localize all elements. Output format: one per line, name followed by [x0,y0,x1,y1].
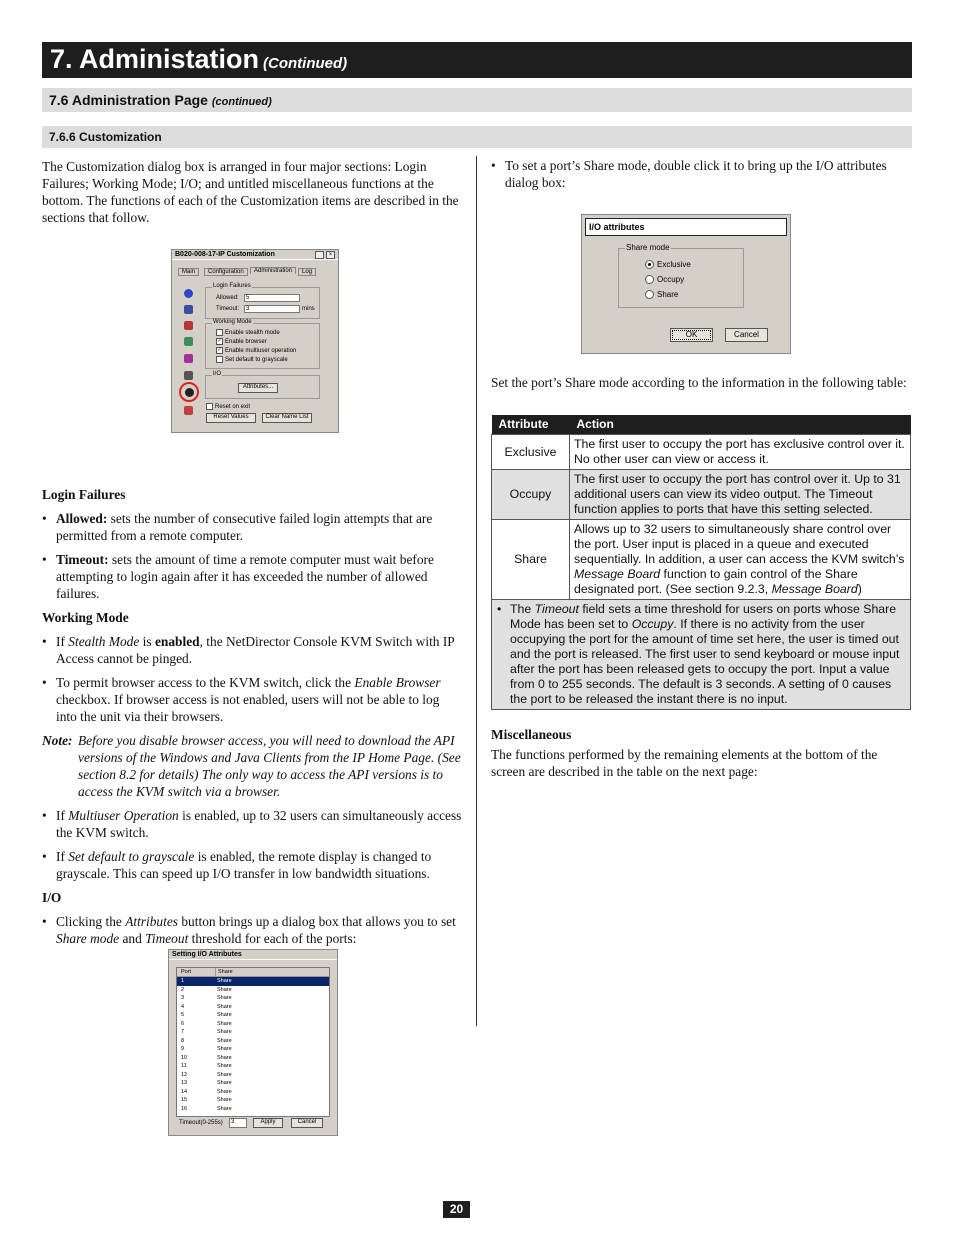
table-header-row [492,415,911,435]
ports-dialog [168,949,338,1136]
cell-attribute: Share [492,520,570,600]
tab-log[interactable]: Log [298,268,316,276]
gear-icon[interactable] [185,388,194,397]
tab-bar [174,267,334,277]
check-grayscale[interactable] [216,356,288,363]
stealth-bold: enabled [154,634,200,649]
ports-list-header [177,968,329,977]
timeout-bullet [42,551,462,602]
port-row[interactable] [177,1079,329,1088]
chapter-title: 7. Administation [50,44,260,74]
checkbox-icon[interactable] [216,329,223,336]
attributes-bullet [42,913,462,947]
cell-action [570,520,911,600]
timeout-input[interactable]: 3 [244,305,300,313]
login-failures-group [205,283,320,319]
stealth-bullet [42,633,462,667]
radio-selected-icon[interactable] [645,260,654,269]
multiuser-bullet [42,807,462,841]
port-number: 5 [181,1012,185,1018]
attr-t3: and [119,931,146,946]
port-row[interactable] [177,1045,329,1054]
port-share-value: Share [217,1097,232,1103]
note-t3: . If there is no activity from the user occupying the port for the amount of time set here, the user is timed out and the port is released. The first user to send keyboard or mouse input after the port has been released gets to occupy the port. Input a value from 0 to 255 seconds. The default is 3 seconds. A setting of 0 causes the port to be released the instant there is no input. [510,617,900,706]
set-share-paragraph: Set the port’s Share mode according to the information in the following table: [491,375,907,390]
working-mode-label: Working Mode [213,319,252,325]
radio-exclusive[interactable] [645,260,691,269]
port-number: 16 [181,1105,188,1112]
apply-button[interactable]: Apply [253,1118,283,1128]
tab-main[interactable]: Main [178,268,199,276]
left-body [42,486,462,947]
port-number: 9 [181,1046,185,1052]
working-mode-heading: Working Mode [42,610,129,625]
port-row[interactable] [177,1028,329,1037]
timeout-label: Timeout: [216,306,240,312]
port-number: 1 [181,978,185,984]
port-row[interactable] [177,977,329,986]
gray-t1: If [56,849,69,864]
tools-icon [184,406,193,415]
port-row[interactable] [177,1105,329,1114]
note-t1: The [510,602,535,616]
info-icon [184,289,193,298]
working-mode-group [205,319,320,369]
port-number: 10 [181,1054,188,1061]
table-row [492,470,911,520]
column-divider [476,156,477,1026]
tab-administration[interactable]: Administration [250,267,296,274]
note-block [42,732,462,800]
io-group [205,371,320,399]
set-share-text [491,374,911,391]
stealth-em: Stealth Mode [68,634,140,649]
computer-icon [184,321,193,330]
port-row[interactable] [177,1071,329,1080]
network-icon [184,337,193,346]
reset-on-exit-label: Reset on exit [215,404,251,411]
table-note: • The Timeout field sets a time threshold for users on ports whose Share Mode has been set to Occupy. If there is no activity from the user occupying the port for the amount of time set here, the user is timed out and the port is released. The first user to send keyboard or mouse input after the port has been released gets to occupy the port. Input a value from 0 to 255 seconds. The default is 3 seconds. A setting of 0 causes the port to be released the instant there is no input. [492,600,911,710]
stealth-t2: is [139,634,155,649]
share-t3: ) [857,582,862,596]
share-bullet: • To set a port’s Share mode, double click it to bring up the I/O attributes dialog box: [491,157,911,191]
section-continued: (continued) [211,96,272,108]
multi-em: Multiuser Operation [68,808,179,823]
section-header [42,88,912,112]
browser-em: Enable Browser [354,675,441,690]
attr-em2: Share mode [56,931,120,946]
col-share[interactable]: Share [215,968,233,976]
timeout-term: Timeout: [56,552,109,567]
attr-t1: Clicking the [56,914,126,929]
io-group-label: I/O [213,371,222,377]
note-label: Note: [42,733,73,748]
user-admin-icon [184,354,193,363]
intro-paragraph: The Customization dialog box is arranged in four major sections: Login Failures; Working Mode; I/O; and untitled miscellaneous functions at the bottom. The functions of each of the Customization items are described in the sections that follow. [42,159,459,225]
share-em2: Message Board [771,582,858,596]
radio-share[interactable] [645,290,678,299]
radio-occupy[interactable] [645,275,684,284]
allowed-term: Allowed: [56,511,108,526]
port-number: 13 [181,1080,188,1086]
radio-exclusive-label: Exclusive [657,260,691,269]
check-stealth[interactable] [216,329,280,336]
radio-share-label: Share [657,290,679,299]
cell-attribute: Exclusive [492,435,570,470]
note-em: Timeout [534,602,579,616]
customization-title: B020-008-17-IP Customization [172,250,338,260]
port-number: 8 [181,1037,185,1044]
attr-em: Attributes [125,914,179,929]
note-em2: Occupy [631,617,674,631]
close-icon[interactable]: × [326,251,335,259]
share-em: Message Board [574,567,661,581]
subsection-header [42,126,912,148]
share-t2: function to gain control of the Share designated port. (See section 9.2.3, [574,567,858,596]
chapter-header [42,42,912,78]
timeout-desc: sets the amount of time a remote computer must wait before attempting to login again after it has exceeded the number of allowed failures. [56,552,434,601]
check-browser[interactable] [216,338,267,345]
ok-button[interactable]: OK [670,328,713,342]
misc-paragraph: The functions performed by the remaining elements at the bottom of the screen are described in the table on the next page: [491,747,878,779]
mins-label: mins [302,306,315,312]
page-number: 20 [443,1201,470,1218]
port-share-value: Share [217,1088,232,1095]
check-multiuser-label: Enable multiuser operation [225,348,297,355]
reset-on-exit-check[interactable] [206,403,250,410]
stealth-t1: If [56,634,69,649]
port-share-value: Share [217,1020,232,1027]
port-row[interactable] [177,1054,329,1063]
login-failures-heading: Login Failures [42,487,126,502]
port-number: 7 [181,1029,185,1035]
ports-list [176,967,330,1117]
multi-t1: If [56,808,69,823]
table-row [492,435,911,470]
col-port[interactable]: Port [181,969,192,975]
browser-t1: To permit browser access to the KVM switch, click the [56,675,355,690]
checkbox-checked-icon[interactable]: ✓ [217,338,222,344]
port-row[interactable] [177,1062,329,1071]
attr-t2: button brings up a dialog box that allows you to set [178,914,456,929]
tab-configuration[interactable]: Configuration [204,268,248,276]
port-number: 14 [181,1088,188,1095]
port-share-value: Share [217,1071,232,1078]
right-top [491,157,911,191]
customization-dialog [171,249,339,433]
port-number: 12 [181,1071,188,1078]
io-cancel-button[interactable]: Cancel [725,328,768,342]
chapter-continued: (Continued) [263,55,348,72]
grayscale-bullet [42,848,462,882]
table-row [492,520,911,600]
clear-name-list-button[interactable]: Clear Name List [262,413,312,423]
misc-heading: Miscellaneous [491,727,572,742]
gray-t2: is enabled, the remote display is changed to grayscale. This can speed up I/O transfer in low bandwidth situations. [56,849,432,881]
table-note-row [492,600,911,710]
port-number: 4 [181,1003,185,1010]
io-attributes-dialog [581,214,791,354]
port-row[interactable] [177,1088,329,1097]
share-mode-table [491,415,911,710]
port-row[interactable] [177,986,329,995]
port-share-value: Share [217,1080,232,1086]
io-attributes-title: I/O attributes [585,218,787,236]
allowed-desc: sets the number of consecutive failed login attempts that are permitted from a remote computer. [56,511,433,543]
note-t2: field sets a time threshold for users on ports whose Share Mode has been set to [510,602,897,631]
port-share-value: Share [217,978,232,984]
ports-dialog-title: Setting I/O Attributes [169,950,337,960]
share-mode-label: Share mode [626,243,670,252]
browser-t2: checkbox. If browser access is not enabled, users will not be able to log into the unit via their browsers. [56,692,440,724]
port-number: 6 [181,1020,185,1027]
subsection-title: 7.6.6 Customization [49,130,162,144]
login-failures-label: Login Failures [213,283,251,289]
port-share-value: Share [217,1003,232,1010]
cell-attribute: Occupy [492,470,570,520]
stealth-t3: , the NetDirector Console KVM Switch with IP Access cannot be pinged. [56,634,455,666]
checkbox-icon[interactable] [216,356,223,363]
radio-occupy-label: Occupy [657,275,685,284]
header-action: Action [570,415,911,435]
allowed-input[interactable]: 5 [244,294,300,302]
allowed-bullet [42,510,462,544]
lock-icon [184,371,193,380]
note-text: Before you disable browser access, you will need to download the API versions of the Windows and Java Clients from the IP Home Page. (See section 8.2 for details) The only way to access the API versions is to access the KVM switch via a browser. [78,733,461,799]
cell-action: The first user to occupy the port has exclusive control over it. No other user can view or access it. [570,435,911,470]
port-share-value: Share [217,986,232,993]
port-row[interactable] [177,1020,329,1029]
port-row[interactable] [177,1096,329,1105]
check-multiuser[interactable] [216,347,296,354]
share-mode-group [618,243,744,308]
port-share-value: Share [217,1012,232,1018]
checkbox-checked-icon[interactable]: ✓ [217,347,222,353]
section-title: 7.6 Administration Page [49,92,208,108]
port-number: 2 [181,986,185,993]
io-heading: I/O [42,890,62,905]
port-share-value: Share [217,1046,232,1052]
reset-values-button[interactable]: Reset Values [206,413,256,423]
port-timeout-input[interactable]: 3 [229,1118,247,1128]
users-icon [184,305,193,314]
check-stealth-label: Enable stealth mode [225,330,280,337]
port-share-value: Share [217,1037,232,1044]
attributes-button[interactable]: Attributes... [238,383,278,393]
browser-bullet [42,674,462,725]
port-share-value: Share [217,1054,232,1061]
cell-action: The first user to occupy the port has control over it. Up to 31 additional users can view its video output. The Timeout function applies to ports that have this setting selected. [570,470,911,520]
multi-t2: is enabled, up to 32 users can simultaneously access the KVM switch. [56,808,462,840]
port-rows [177,977,329,1113]
allowed-label: Allowed: [216,295,239,301]
gray-em: Set default to grayscale [68,849,195,864]
port-number: 3 [181,995,185,1001]
radio-icon[interactable] [645,275,654,284]
port-row[interactable] [177,1011,329,1020]
intro-text [42,158,462,226]
port-share-value: Share [217,995,232,1001]
attr-em3: Timeout [145,931,189,946]
check-grayscale-label: Set default to grayscale [225,357,288,364]
ports-cancel-button[interactable]: Cancel [291,1118,323,1128]
port-number: 15 [181,1097,188,1103]
port-row[interactable] [177,994,329,1003]
port-share-value: Share [217,1063,232,1069]
help-icon[interactable] [315,251,324,259]
share-t1: Allows up to 32 users to simultaneously share control over the port. User input is placed in a queue and executed sequentially. In addition, a user can access the KVM switch’s [574,522,905,566]
checkbox-icon[interactable] [206,403,213,410]
header-attribute: Attribute [492,415,570,435]
port-timeout-label: Timeout(0-255s) [179,1120,223,1126]
check-browser-label: Enable browser [225,339,267,346]
port-share-value: Share [217,1029,232,1035]
port-row[interactable] [177,1003,329,1012]
port-number: 11 [181,1063,187,1069]
radio-icon[interactable] [645,290,654,299]
attr-t4: threshold for each of the ports: [188,931,357,946]
misc-section [491,726,911,780]
port-share-value: Share [217,1105,232,1112]
port-row[interactable] [177,1037,329,1046]
